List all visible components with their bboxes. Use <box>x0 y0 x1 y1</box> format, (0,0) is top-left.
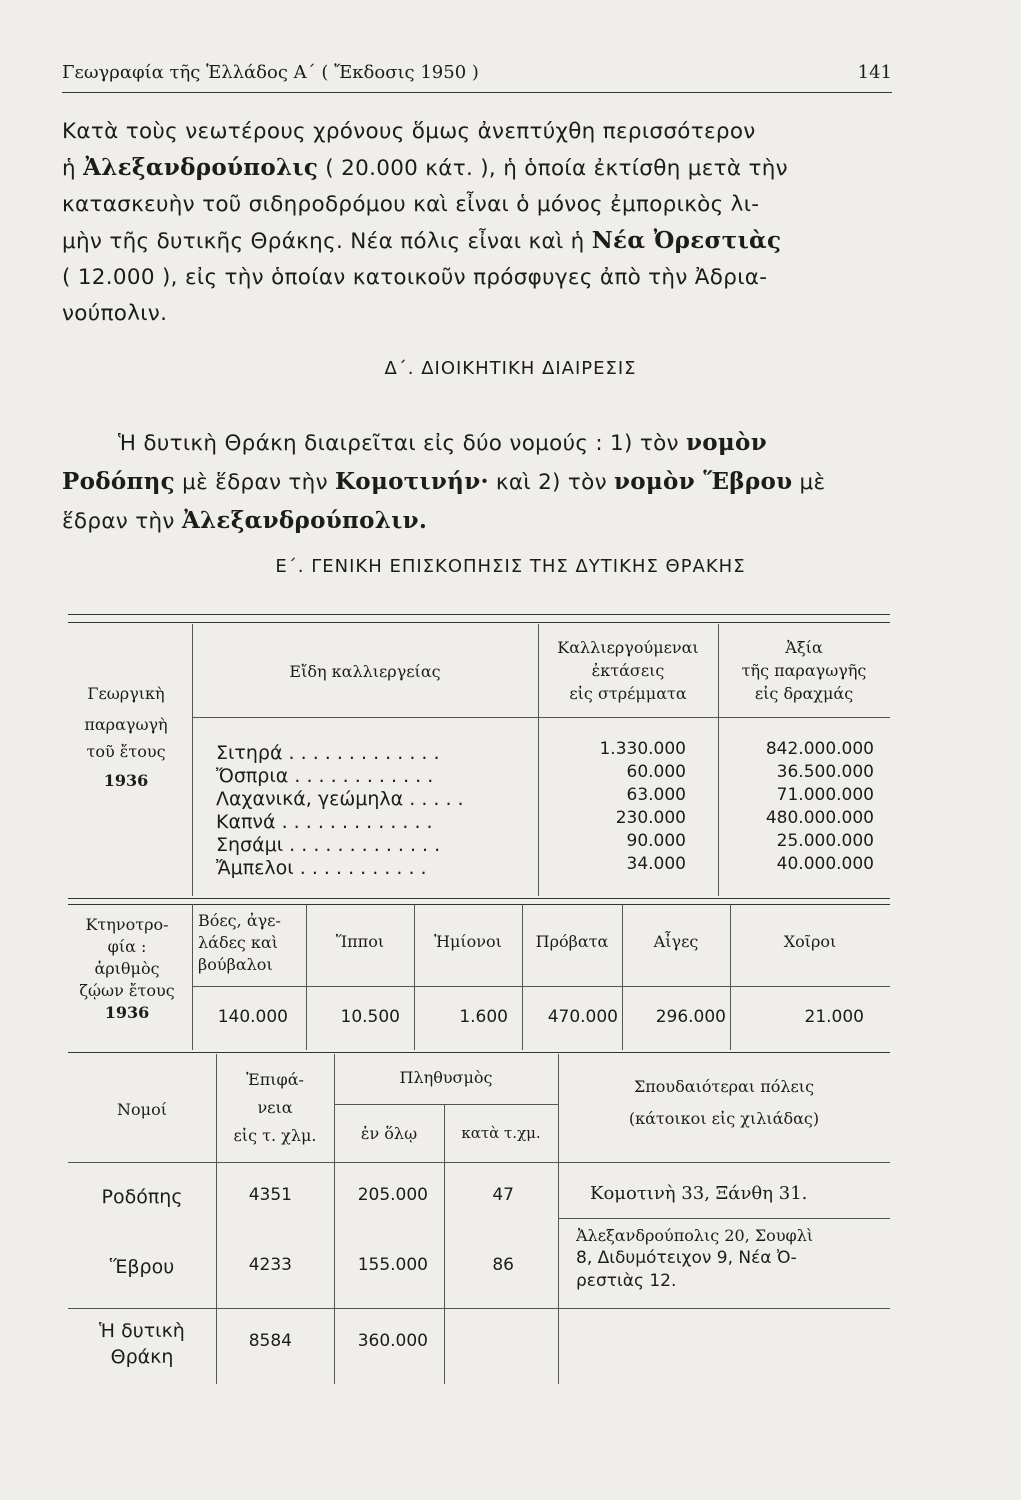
prefecture-cities: Ἀλεξανδρούπολις 20, Σουφλὶ 8, Διδυμότειχον 9, Νέα Ὀ- ρεστιὰς 12. <box>576 1226 814 1291</box>
prefecture-density: 47 <box>492 1185 514 1205</box>
header-production-value: Ἀξία τῆς παραγωγῆς εἰς δραχμάς <box>741 638 867 703</box>
crop-name: Ὄσπρια . . . . . . . . . . . . <box>216 765 434 787</box>
prefecture-area: 4351 <box>248 1185 292 1205</box>
header-major-cities: Σπουδαιότεραι πόλεις (κάτοικοι εἰς χιλιάδας) <box>628 1077 820 1128</box>
header-goats: Αἶγες <box>653 932 699 951</box>
area-value: 1.330.000 <box>599 739 686 759</box>
production-values <box>720 738 874 876</box>
area-value: 90.000 <box>626 831 686 851</box>
header-horses: Ἵπποι <box>335 932 385 951</box>
area-value: 60.000 <box>626 762 686 782</box>
paragraph-administration <box>62 424 898 541</box>
header-population-density: κατὰ τ.χμ. <box>461 1124 541 1142</box>
text-line: ( 12.000 ), εἰς τὴν ὁποίαν κατοικοῦν πρόσφυγες ἀπὸ τὴν Ἀδρια- <box>62 265 768 290</box>
header-mules: Ἡμίονοι <box>434 932 502 951</box>
sheep-count: 470.000 <box>547 1007 618 1027</box>
production-value: 842.000.000 <box>765 739 874 759</box>
production-value: 25.000.000 <box>776 831 874 851</box>
mules-count: 1.600 <box>459 1007 508 1027</box>
header-area: Ἐπιφά- νεια εἰς τ. χλμ. <box>233 1070 317 1145</box>
header-sheep: Πρόβατα <box>535 932 609 951</box>
crop-name: Σησάμι . . . . . . . . . . . . . <box>216 834 441 856</box>
emphasis: νομὸν <box>686 429 767 456</box>
area-value: 230.000 <box>615 808 686 828</box>
text-line: ἡ Ἀλεξανδρούπολις ( 20.000 κάτ. ), ἡ ὁποία ἐκτίσθη μετὰ τὴν <box>62 154 788 181</box>
paragraph-alexandroupolis <box>62 114 898 332</box>
header-cattle: Βόες, ἀγε- λάδες καὶ βούβαλοι <box>198 911 281 974</box>
prefecture-cities: Κομοτινὴ 33, Ξάνθη 31. <box>590 1183 808 1204</box>
prefecture-population: 360.000 <box>357 1331 428 1351</box>
production-value: 480.000.000 <box>765 808 874 828</box>
emphasis: Νέα Ὀρεστιὰς <box>591 227 782 254</box>
header-pigs: Χοῖροι <box>783 932 837 951</box>
agriculture-side-label: Γεωργικὴ παραγωγὴ τοῦ ἔτους 1936 <box>84 684 168 790</box>
area-value: 63.000 <box>626 785 686 805</box>
header-crop-type: Εἴδη καλλιεργείας <box>289 662 441 681</box>
production-value: 40.000.000 <box>776 854 874 874</box>
section-heading-e: Ε΄. ΓΕΝΙΚΗ ΕΠΙΣΚΟΠΗΣΙΣ ΤΗΣ ΔΥΤΙΚΗΣ ΘΡΑΚΗΣ <box>275 556 746 577</box>
text-line: μὴν τῆς δυτικῆς Θράκης. Νέα πόλις εἶναι καὶ ἡ Νέα Ὀρεστιὰς <box>62 227 782 254</box>
crop-name: Σιτηρά . . . . . . . . . . . . . <box>216 742 440 764</box>
goats-count: 296.000 <box>655 1007 726 1027</box>
emphasis: Ἀλεξανδρούπολις <box>83 154 319 181</box>
running-title: Γεωγραφία τῆς Ἑλλάδος Α΄ ( Ἔκδοσις 1950 ) <box>62 62 479 83</box>
text-line: Κατὰ τοὺς νεωτέρους χρόνους ὅμως ἀνεπτύχθη περισσότερον <box>62 119 756 144</box>
prefecture-name: Ἕβρου <box>109 1256 175 1278</box>
production-value: 71.000.000 <box>776 785 874 805</box>
header-cultivated-area: Καλλιεργούμεναι ἐκτάσεις εἰς στρέμματα <box>557 638 699 703</box>
emphasis: Ἀλεξανδρούπολιν. <box>181 507 428 534</box>
area-values <box>540 738 686 876</box>
prefecture-population: 155.000 <box>357 1255 428 1275</box>
header-population: Πληθυσμὸς <box>399 1068 493 1087</box>
text-line: ἕδραν τὴν Ἀλεξανδρούπολιν. <box>62 507 428 534</box>
production-value: 36.500.000 <box>776 762 874 782</box>
cattle-count: 140.000 <box>217 1007 288 1027</box>
prefecture-name: Ἡ δυτικὴ Θράκη <box>99 1320 185 1368</box>
horses-count: 10.500 <box>340 1007 400 1027</box>
pigs-count: 21.000 <box>804 1007 864 1027</box>
crop-name: Λαχανικά, γεώμηλα . . . . . <box>216 788 464 810</box>
prefecture-name: Ροδόπης <box>101 1186 183 1208</box>
crop-name: Ἄμπελοι . . . . . . . . . . . <box>216 857 427 879</box>
text-line: Ροδόπης μὲ ἕδραν τὴν Κομοτινήν· καὶ 2) τὸν νομὸν Ἕβρου μὲ <box>62 468 826 495</box>
text-line: κατασκευὴν τοῦ σιδηροδρόμου καὶ εἶναι ὁ μόνος ἐμπορικὸς λι- <box>62 192 760 217</box>
emphasis: Ροδόπης <box>62 468 175 495</box>
prefecture-area: 8584 <box>248 1331 292 1351</box>
text-line: νούπολιν. <box>62 301 168 326</box>
emphasis: νομὸν Ἕβρου <box>614 468 793 495</box>
prefecture-population: 205.000 <box>357 1185 428 1205</box>
crop-name: Καπνά . . . . . . . . . . . . . <box>216 811 433 833</box>
prefecture-density: 86 <box>492 1255 514 1275</box>
livestock-side-label: Κτηνοτρο- φία : ἀριθμὸς ζῴων ἔτους 1936 <box>79 915 175 1022</box>
section-heading-d: Δ΄. ΔΙΟΙΚΗΤΙΚΗ ΔΙΑΙΡΕΣΙΣ <box>384 358 637 379</box>
page-number: 141 <box>857 62 892 83</box>
header-population-total: ἐν ὅλῳ <box>360 1124 418 1143</box>
running-header <box>62 62 892 93</box>
prefecture-area: 4233 <box>248 1255 292 1275</box>
crop-list <box>216 742 536 880</box>
area-value: 34.000 <box>626 854 686 874</box>
text-line: Ἡ δυτικὴ Θράκη διαιρεῖται εἰς δύο νομούς : 1) τὸν νομὸν <box>118 429 767 456</box>
header-prefecture: Νομοί <box>117 1100 167 1119</box>
emphasis: Κομοτινήν· <box>335 468 489 495</box>
